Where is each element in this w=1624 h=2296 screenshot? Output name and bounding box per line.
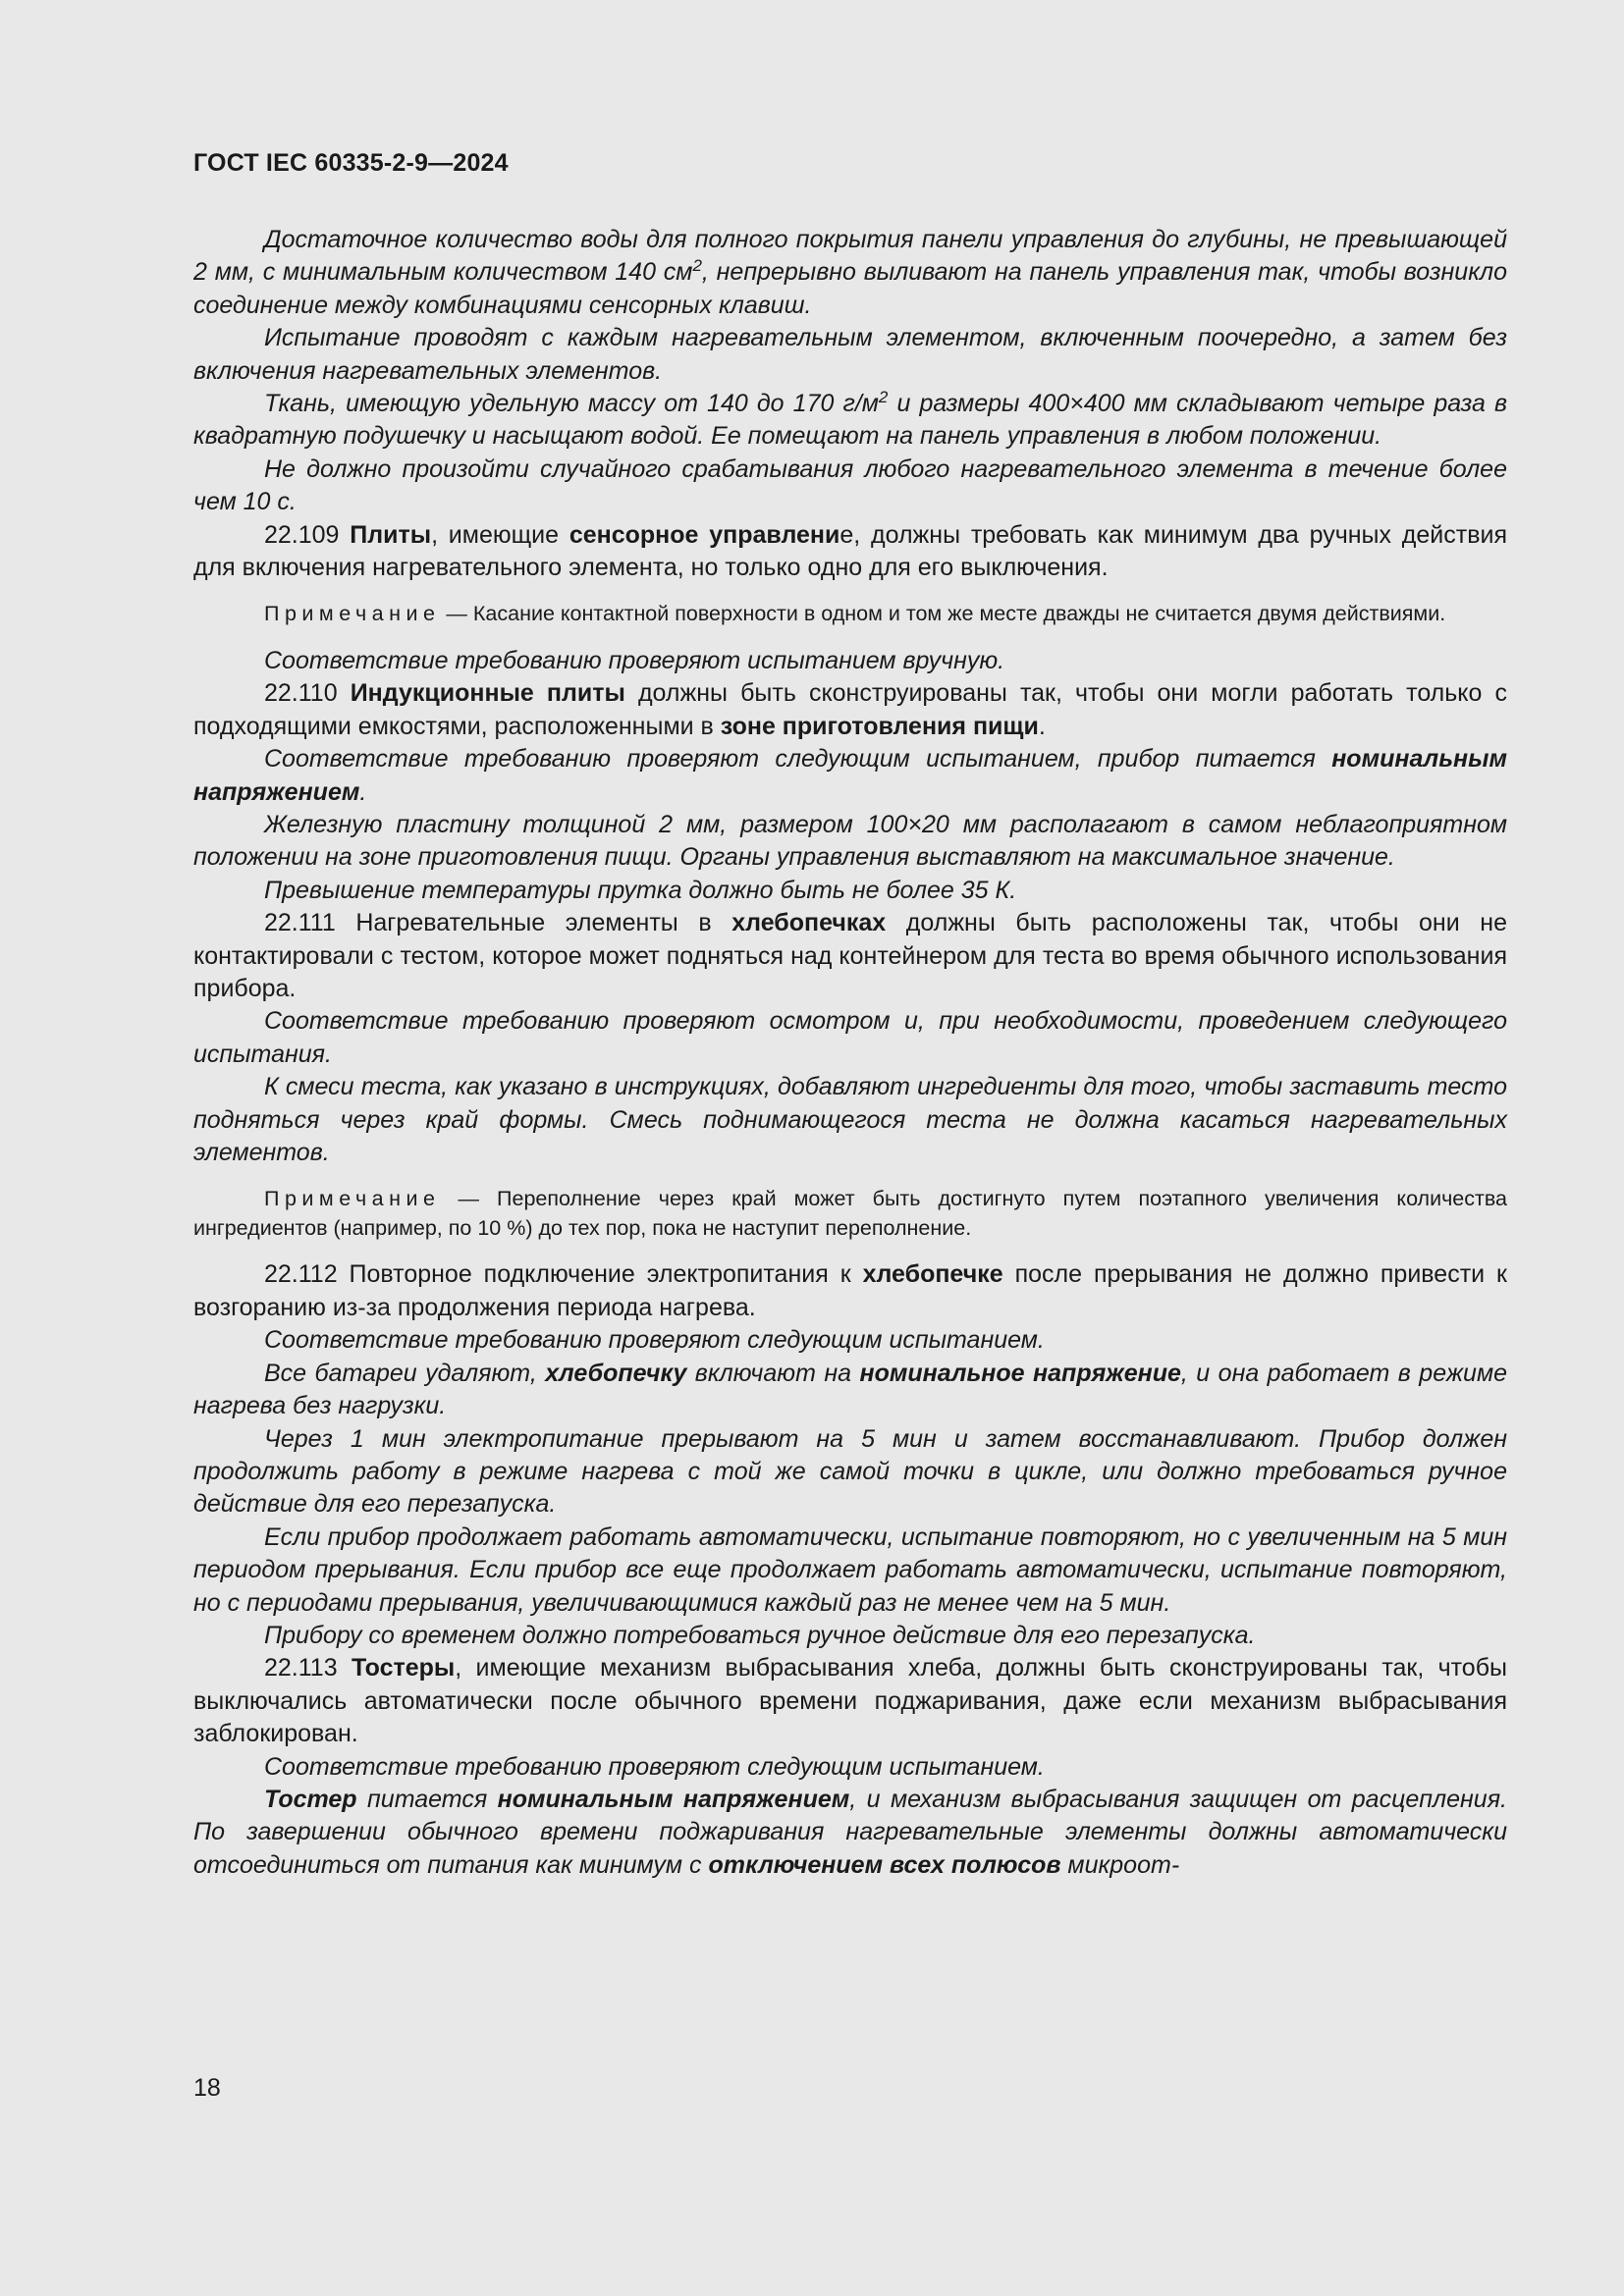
term: хлебопечку xyxy=(545,1359,687,1387)
text-run: 22.109 xyxy=(264,520,351,549)
document-header: ГОСТ IEC 60335-2-9—2024 xyxy=(193,149,509,177)
text-run: должны быть расположены так, чтобы они не контактировали с тестом, которое может подняться над контейнером для теста во время обычного использования прибора. xyxy=(193,909,1508,1003)
text-run: , непрерывно выливают на панель управления так, чтобы возникло соединение между комбинациями сенсорных клавиш. xyxy=(193,258,1508,319)
note-overflow xyxy=(193,1185,1507,1243)
paragraph-toaster xyxy=(193,1784,1507,1882)
text-run: и размеры 400×400 мм складывают четыре раза в квадратную подушечку и насыщают водой. Ее помещают на панель управления в любом положении. xyxy=(193,390,1507,451)
paragraph-fabric xyxy=(193,388,1507,454)
clause-22-112 xyxy=(193,1258,1507,1324)
note-label: Примечание xyxy=(264,1187,441,1211)
term: номинальное напряжение xyxy=(859,1359,1181,1387)
paragraph-water-test xyxy=(193,224,1507,322)
term: Тостер xyxy=(264,1785,357,1813)
term: Плиты xyxy=(350,520,432,549)
text-run: питается xyxy=(356,1785,498,1813)
text-run: Ткань, имеющую удельную массу от 140 до 170 г/м xyxy=(264,390,879,418)
text-run: Соответствие требованию проверяют следующим испытанием, прибор питается xyxy=(264,745,1332,774)
text-run: , и механизм выбрасывания защищен от расцепления. По завершении обычного времени поджаривания нагревательные элементы должны автоматически отсоединиться от питания как минимум с xyxy=(193,1785,1507,1879)
paragraph-interrupt: Через 1 мин электропитание прерывают на 5 мин и затем восстанавливают. Прибор должен продолжить работу в режиме нагрева с той же самой точки в цикле, или должно требоваться ручное действие для его перезапуска. xyxy=(193,1424,1507,1519)
text-run: микроот- xyxy=(1060,1850,1180,1879)
paragraph-repeat: Если прибор продолжает работать автоматически, испытание повторяют, но с увеличенным на 5 мин периодом прерывания. Если прибор все еще продолжает работать автоматически, испытание повторяют, но с периодами прерывания, увеличивающимися каждый раз не менее чем на 5 мин. xyxy=(193,1522,1507,1617)
note-text: — Касание контактной поверхности в одном и том же месте дважды не считается двумя действиями. xyxy=(440,602,1446,626)
paragraph-110-test xyxy=(193,743,1507,809)
clause-22-109 xyxy=(193,519,1507,585)
paragraph-restart: Прибору со временем должно потребоваться ручное действие для его перезапуска. xyxy=(264,1621,1256,1649)
term: Тостеры xyxy=(351,1654,456,1682)
superscript: 2 xyxy=(692,256,702,276)
term: хлебопечке xyxy=(862,1260,1003,1289)
clause-22-110 xyxy=(193,677,1507,743)
text-run: 22.110 xyxy=(264,679,351,708)
clause-22-113 xyxy=(193,1652,1507,1750)
text-run: 22.112 Повторное подключение электропитания к xyxy=(264,1260,863,1289)
superscript: 2 xyxy=(878,388,889,407)
term: номинальным напряжением xyxy=(497,1785,850,1813)
text-run: после прерывания не должно привести к возгоранию из-за продолжения периода нагрева. xyxy=(193,1260,1507,1321)
page-number: 18 xyxy=(193,2074,221,2102)
text-run: Все батареи удаляют, xyxy=(264,1359,546,1387)
paragraph-batteries xyxy=(193,1358,1507,1423)
text-run: , и она работает в режиме нагрева без нагрузки. xyxy=(193,1359,1507,1420)
paragraph-113-test: Соответствие требованию проверяют следующим испытанием. xyxy=(264,1752,1045,1781)
text-run: е, должны требовать как минимум два ручных действия для включения нагревательного элемента, но только одно для его выключения. xyxy=(193,520,1507,582)
term: Индукционные плиты xyxy=(350,679,625,708)
text-run: . xyxy=(359,777,367,806)
paragraph-iron-plate: Железную пластину толщиной 2 мм, размером 100×20 мм располагают в самом неблагоприятном положении на зоне приготовления пищи. Органы управления выставляют на максимальное значение. xyxy=(193,811,1507,872)
text-run: 22.113 xyxy=(264,1654,352,1682)
note-text: — Переполнение через край может быть достигнуто путем поэтапного увеличения количества ингредиентов (например, по 10 %) до тех пор, пока не наступит переполнение. xyxy=(193,1187,1507,1240)
term: зоне приготовления пищи xyxy=(720,712,1039,740)
note-label: Примечание xyxy=(264,602,441,626)
paragraph-111-test: Соответствие требованию проверяют осмотром и, при необходимости, проведением следующего испытания. xyxy=(193,1007,1507,1068)
text-run: должны быть сконструированы так, чтобы они могли работать только с подходящими емкостями, расположенными в xyxy=(193,679,1508,740)
clause-22-111 xyxy=(193,907,1507,1005)
paragraph-manual-test: Соответствие требованию проверяют испытанием вручную. xyxy=(264,646,1005,674)
paragraph-each-element: Испытание проводят с каждым нагревательным элементом, включенным поочередно, а затем без включения нагревательных элементов. xyxy=(193,324,1507,385)
text-run: , имеющие механизм выбрасывания хлеба, должны быть сконструированы так, чтобы выключались автоматически после обычного времени поджаривания, даже если механизм выбрасывания заблокирован. xyxy=(193,1654,1507,1748)
term: номинальным напряжением xyxy=(193,745,1507,806)
paragraph-temperature: Превышение температуры прутка должно быть не более 35 К. xyxy=(264,876,1017,904)
document-body xyxy=(193,224,1507,1882)
paragraph-112-test: Соответствие требованию проверяют следующим испытанием. xyxy=(264,1326,1045,1355)
text-run: , имеющие xyxy=(431,520,569,549)
text-run: 22.111 Нагревательные элементы в xyxy=(264,909,732,937)
text-run: Достаточное количество воды для полного покрытия панели управления до глубины, не превышающей 2 мм, с минимальным количеством 140 см xyxy=(193,226,1507,287)
paragraph-dough: К смеси теста, как указано в инструкциях, добавляют ингредиенты для того, чтобы заставить тесто подняться через край формы. Смесь поднимающегося теста не должна касаться нагревательных элементов. xyxy=(193,1073,1507,1167)
note-touch xyxy=(193,600,1507,629)
term: сенсорное управлени xyxy=(568,520,840,549)
text-run: . xyxy=(1038,712,1046,740)
text-run: включают на xyxy=(686,1359,860,1387)
term: отключением всех полюсов xyxy=(708,1850,1061,1879)
paragraph-no-activation: Не должно произойти случайного срабатывания любого нагревательного элемента в течение более чем 10 с. xyxy=(193,454,1507,516)
term: хлебопечках xyxy=(731,909,887,937)
